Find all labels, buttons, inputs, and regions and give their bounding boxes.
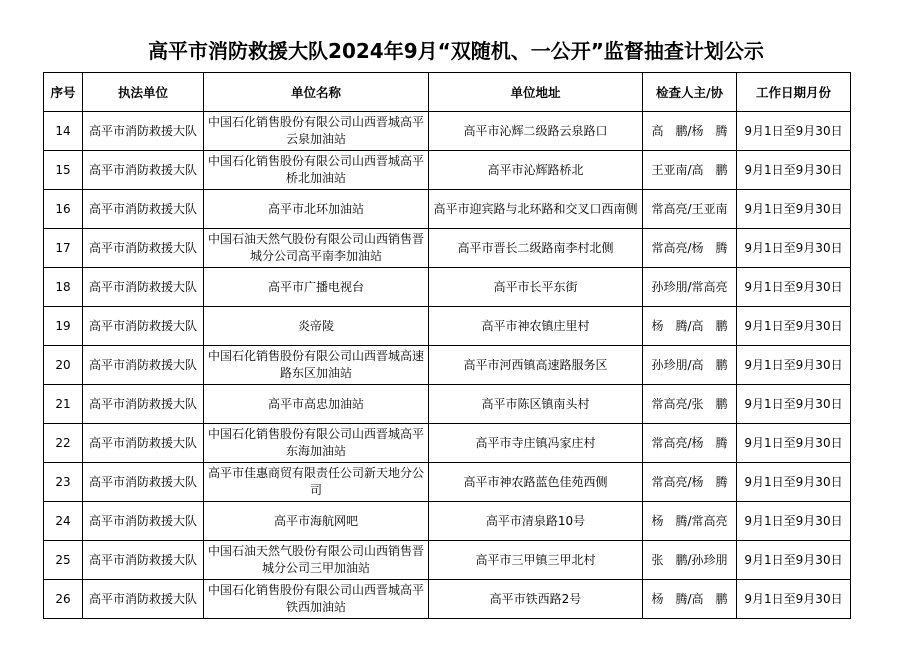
inspectors-cell: 常高亮/杨 腾 — [643, 463, 737, 502]
table-row — [44, 190, 851, 229]
unit-name-cell: 中国石化销售股份有限公司山西晋城高速路东区加油站 — [204, 346, 429, 385]
enforcement-unit-cell: 高平市消防救援大队 — [83, 463, 204, 502]
unit-name-cell: 中国石化销售股份有限公司山西晋城高平东海加油站 — [204, 424, 429, 463]
header-unit-address: 单位地址 — [429, 73, 643, 112]
unit-name-cell: 中国石油天然气股份有限公司山西销售晋城分公司高平南李加油站 — [204, 229, 429, 268]
unit-name-cell: 中国石化销售股份有限公司山西晋城高平桥北加油站 — [204, 151, 429, 190]
unit-name-cell: 高平市佳惠商贸有限责任公司新天地分公司 — [204, 463, 429, 502]
serial-cell: 23 — [44, 463, 83, 502]
unit-name-cell: 高平市北环加油站 — [204, 190, 429, 229]
serial-cell: 26 — [44, 580, 83, 619]
serial-cell: 14 — [44, 112, 83, 151]
inspectors-cell: 常高亮/杨 腾 — [643, 229, 737, 268]
work-period-cell: 9月1日至9月30日 — [737, 502, 851, 541]
enforcement-unit-cell: 高平市消防救援大队 — [83, 307, 204, 346]
inspectors-cell: 杨 腾/高 鹏 — [643, 307, 737, 346]
enforcement-unit-cell: 高平市消防救援大队 — [83, 424, 204, 463]
work-period-cell: 9月1日至9月30日 — [737, 229, 851, 268]
work-period-cell: 9月1日至9月30日 — [737, 424, 851, 463]
unit-name-cell: 高平市海航网吧 — [204, 502, 429, 541]
enforcement-unit-cell: 高平市消防救援大队 — [83, 502, 204, 541]
enforcement-unit-cell: 高平市消防救援大队 — [83, 346, 204, 385]
unit-address-cell: 高平市陈区镇南头村 — [429, 385, 643, 424]
serial-cell: 21 — [44, 385, 83, 424]
inspectors-cell: 孙珍朋/常高亮 — [643, 268, 737, 307]
enforcement-unit-cell: 高平市消防救援大队 — [83, 580, 204, 619]
serial-cell: 19 — [44, 307, 83, 346]
serial-cell: 20 — [44, 346, 83, 385]
table-row — [44, 463, 851, 502]
header-work-period: 工作日期月份 — [737, 73, 851, 112]
work-period-cell: 9月1日至9月30日 — [737, 268, 851, 307]
unit-name-cell: 中国石油天然气股份有限公司山西销售晋城分公司三甲加油站 — [204, 541, 429, 580]
inspectors-cell: 孙珍朋/高 鹏 — [643, 346, 737, 385]
unit-address-cell: 高平市神农路蓝色佳苑西侧 — [429, 463, 643, 502]
serial-cell: 24 — [44, 502, 83, 541]
work-period-cell: 9月1日至9月30日 — [737, 151, 851, 190]
enforcement-unit-cell: 高平市消防救援大队 — [83, 190, 204, 229]
header-inspectors: 检查人主/协 — [643, 73, 737, 112]
table-row — [44, 580, 851, 619]
unit-name-cell: 中国石化销售股份有限公司山西晋城高平云泉加油站 — [204, 112, 429, 151]
inspectors-cell: 常高亮/杨 腾 — [643, 424, 737, 463]
inspectors-cell: 张 鹏/孙珍朋 — [643, 541, 737, 580]
inspectors-cell: 高 鹏/杨 腾 — [643, 112, 737, 151]
inspectors-cell: 常高亮/张 鹏 — [643, 385, 737, 424]
table-row — [44, 424, 851, 463]
table-row — [44, 541, 851, 580]
inspectors-cell: 常高亮/王亚南 — [643, 190, 737, 229]
table-row — [44, 151, 851, 190]
work-period-cell: 9月1日至9月30日 — [737, 541, 851, 580]
work-period-cell: 9月1日至9月30日 — [737, 346, 851, 385]
enforcement-unit-cell: 高平市消防救援大队 — [83, 229, 204, 268]
unit-address-cell: 高平市清泉路10号 — [429, 502, 643, 541]
table-row — [44, 229, 851, 268]
header-unit-name: 单位名称 — [204, 73, 429, 112]
unit-address-cell: 高平市长平东街 — [429, 268, 643, 307]
unit-address-cell: 高平市铁西路2号 — [429, 580, 643, 619]
unit-name-cell: 高平市高忠加油站 — [204, 385, 429, 424]
unit-address-cell: 高平市晋长二级路南李村北侧 — [429, 229, 643, 268]
enforcement-unit-cell: 高平市消防救援大队 — [83, 112, 204, 151]
serial-cell: 17 — [44, 229, 83, 268]
table-row — [44, 307, 851, 346]
header-enforcement-unit: 执法单位 — [83, 73, 204, 112]
serial-cell: 18 — [44, 268, 83, 307]
unit-name-cell: 炎帝陵 — [204, 307, 429, 346]
unit-address-cell: 高平市神农镇庄里村 — [429, 307, 643, 346]
unit-address-cell: 高平市沁辉二级路云泉路口 — [429, 112, 643, 151]
inspection-plan-table — [43, 72, 851, 619]
inspectors-cell: 杨 腾/高 鹏 — [643, 580, 737, 619]
work-period-cell: 9月1日至9月30日 — [737, 112, 851, 151]
work-period-cell: 9月1日至9月30日 — [737, 463, 851, 502]
work-period-cell: 9月1日至9月30日 — [737, 307, 851, 346]
unit-name-cell: 高平市广播电视台 — [204, 268, 429, 307]
serial-cell: 15 — [44, 151, 83, 190]
unit-address-cell: 高平市迎宾路与北环路和交叉口西南侧 — [429, 190, 643, 229]
unit-name-cell: 中国石化销售股份有限公司山西晋城高平铁西加油站 — [204, 580, 429, 619]
work-period-cell: 9月1日至9月30日 — [737, 190, 851, 229]
serial-cell: 22 — [44, 424, 83, 463]
table-row — [44, 502, 851, 541]
table-row — [44, 112, 851, 151]
table-body — [44, 112, 851, 619]
table-row — [44, 268, 851, 307]
page-title: 高平市消防救援大队2024年9月“双随机、一公开”监督抽查计划公示 — [148, 39, 764, 63]
enforcement-unit-cell: 高平市消防救援大队 — [83, 268, 204, 307]
work-period-cell: 9月1日至9月30日 — [737, 580, 851, 619]
enforcement-unit-cell: 高平市消防救援大队 — [83, 385, 204, 424]
enforcement-unit-cell: 高平市消防救援大队 — [83, 541, 204, 580]
unit-address-cell: 高平市三甲镇三甲北村 — [429, 541, 643, 580]
serial-cell: 25 — [44, 541, 83, 580]
inspectors-cell: 杨 腾/常高亮 — [643, 502, 737, 541]
table-header-row — [44, 73, 851, 112]
inspectors-cell: 王亚南/高 鹏 — [643, 151, 737, 190]
enforcement-unit-cell: 高平市消防救援大队 — [83, 151, 204, 190]
unit-address-cell: 高平市河西镇高速路服务区 — [429, 346, 643, 385]
unit-address-cell: 高平市寺庄镇冯家庄村 — [429, 424, 643, 463]
table-row — [44, 346, 851, 385]
table-row — [44, 385, 851, 424]
serial-cell: 16 — [44, 190, 83, 229]
work-period-cell: 9月1日至9月30日 — [737, 385, 851, 424]
header-serial: 序号 — [44, 73, 83, 112]
unit-address-cell: 高平市沁辉路桥北 — [429, 151, 643, 190]
